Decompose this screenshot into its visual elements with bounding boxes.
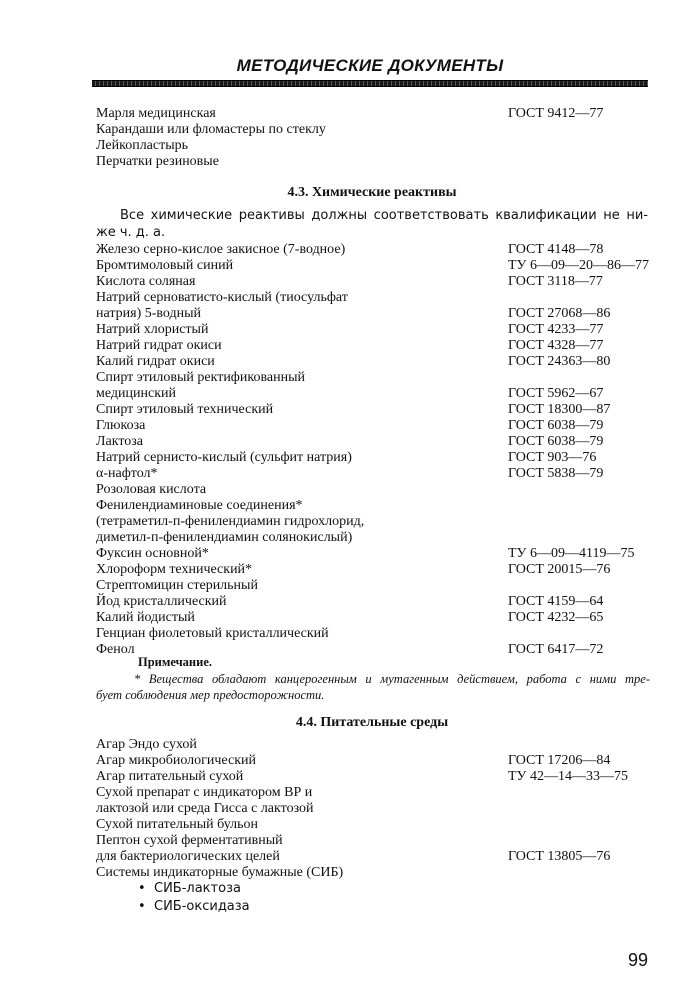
list-row — [96, 402, 648, 418]
list-row — [96, 354, 648, 370]
list-row — [96, 610, 648, 626]
item-standard: ГОСТ 4328—77 — [508, 338, 604, 353]
list-row — [96, 434, 648, 450]
item-name: Системы индикаторные бумажные (СИБ) — [96, 865, 344, 880]
item-name: Натрий сернисто-кислый (сульфит натрия) — [96, 450, 352, 465]
item-standard: ГОСТ 24363—80 — [508, 354, 611, 369]
item-standard: ГОСТ 3118—77 — [508, 274, 603, 289]
list-row — [96, 817, 648, 833]
list-row — [96, 785, 648, 801]
item-name: Сухой препарат с индикатором ВР и — [96, 785, 313, 800]
item-standard: ТУ 6—09—4119—75 — [508, 546, 635, 561]
item-name: Стрептомицин стерильный — [96, 578, 258, 593]
item-name: Фенол — [96, 642, 135, 657]
note-line-2: бует соблюдения мер предосторожности. — [96, 688, 325, 702]
reagents-list — [96, 242, 648, 658]
media-list — [96, 737, 648, 881]
section-heading-4-4: 4.4. Питательные среды — [295, 715, 449, 730]
list-row — [96, 106, 648, 122]
section-intro — [96, 207, 648, 241]
item-name: Агар питательный сухой — [96, 769, 244, 784]
item-name: Агар микробиологический — [96, 753, 256, 768]
item-name: Марля медицинская — [96, 106, 216, 121]
item-name: Калий йодистый — [96, 610, 195, 625]
list-row — [96, 466, 648, 482]
list-row — [96, 122, 648, 138]
item-name: Железо серно-кислое закисное (7-водное) — [96, 242, 346, 257]
list-row — [96, 242, 648, 258]
note-title: Примечание. — [138, 655, 213, 669]
running-header: МЕТОДИЧЕСКИЕ ДОКУМЕНТЫ — [236, 56, 504, 75]
item-standard: ТУ 42—14—33—75 — [508, 769, 628, 784]
item-name: для бактериологических целей — [96, 849, 280, 864]
list-row — [96, 530, 648, 546]
note-line-1: * Вещества обладают канцерогенным и мутагенным действием, работа с ними тре- — [134, 672, 650, 686]
item-name: Фенилендиаминовые соединения* — [96, 498, 303, 513]
list-row — [96, 849, 648, 865]
list-row — [96, 498, 648, 514]
list-row — [96, 338, 648, 354]
list-row — [96, 450, 648, 466]
list-row — [96, 833, 648, 849]
item-name: Кислота соляная — [96, 274, 196, 289]
list-row — [96, 737, 648, 753]
list-row — [96, 370, 648, 386]
list-row — [96, 138, 648, 154]
list-row — [96, 865, 648, 881]
list-row — [96, 274, 648, 290]
item-name: Генциан фиолетовый кристаллический — [96, 626, 329, 641]
list-row — [96, 154, 648, 170]
list-row — [96, 418, 648, 434]
page-number: 99 — [627, 950, 648, 970]
item-standard: ГОСТ 17206—84 — [508, 753, 611, 768]
item-name: α-нафтол* — [96, 466, 158, 481]
bullet-item — [138, 899, 250, 914]
list-row — [96, 290, 648, 306]
item-standard: ГОСТ 4159—64 — [508, 594, 604, 609]
item-standard: ГОСТ 13805—76 — [508, 849, 611, 864]
item-standard: ГОСТ 20015—76 — [508, 562, 611, 577]
list-row — [96, 546, 648, 562]
item-standard: ГОСТ 9412—77 — [508, 106, 604, 121]
list-row — [96, 594, 648, 610]
list-row — [96, 482, 648, 498]
item-standard: ГОСТ 5962—67 — [508, 386, 604, 401]
list-row — [96, 801, 648, 817]
list-row — [96, 626, 648, 642]
bullet-icon: • — [138, 881, 146, 896]
item-name: Пептон сухой ферментативный — [96, 833, 283, 848]
item-standard: ГОСТ 6417—72 — [508, 642, 604, 657]
materials-list — [96, 106, 648, 170]
list-row — [96, 306, 648, 322]
section-heading-4-3: 4.3. Химические реактивы — [287, 185, 457, 200]
item-name: Лактоза — [96, 434, 144, 449]
note-text — [96, 671, 650, 703]
bullet-text: СИБ-оксидаза — [154, 899, 250, 914]
intro-line-2: же ч. д. а. — [96, 225, 166, 240]
item-standard: ГОСТ 18300—87 — [508, 402, 611, 417]
list-row — [96, 386, 648, 402]
item-standard: ГОСТ 6038—79 — [508, 434, 604, 449]
item-name: Агар Эндо сухой — [96, 737, 197, 752]
item-name: Фуксин основной* — [96, 546, 209, 561]
item-standard: ТУ 6—09—20—86—77 — [508, 258, 649, 273]
bullet-item — [138, 881, 241, 896]
item-name: Спирт этиловый технический — [96, 402, 274, 417]
list-row — [96, 578, 648, 594]
item-name: Розоловая кислота — [96, 482, 207, 497]
list-row — [96, 322, 648, 338]
item-name: Хлороформ технический* — [96, 562, 253, 577]
item-name: (тетраметил-п-фенилендиамин гидрохлорид, — [96, 514, 365, 529]
item-name: Лейкопластырь — [96, 138, 189, 153]
header-rule — [92, 80, 648, 87]
list-row — [96, 258, 648, 274]
item-name: медицинский — [96, 386, 176, 401]
item-standard: ГОСТ 903—76 — [508, 450, 597, 465]
item-standard: ГОСТ 27068—86 — [508, 306, 611, 321]
list-row — [96, 769, 648, 785]
item-name: диметил-п-фенилендиамин солянокислый) — [96, 530, 353, 545]
item-standard: ГОСТ 4233—77 — [508, 322, 604, 337]
item-name: Карандаши или фломастеры по стеклу — [96, 122, 326, 137]
item-name: Калий гидрат окиси — [96, 354, 215, 369]
item-standard: ГОСТ 4148—78 — [508, 242, 604, 257]
list-row — [96, 562, 648, 578]
item-name: Бромтимоловый синий — [96, 258, 234, 273]
item-name: Перчатки резиновые — [96, 154, 219, 169]
bullet-icon: • — [138, 899, 146, 914]
item-standard: ГОСТ 4232—65 — [508, 610, 604, 625]
item-name: Йод кристаллический — [96, 594, 227, 609]
item-name: Натрий гидрат окиси — [96, 338, 222, 353]
item-name: Спирт этиловый ректификованный — [96, 370, 305, 385]
intro-line-1: Все химические реактивы должны соответствовать квалификации не ни- — [120, 208, 648, 223]
item-standard: ГОСТ 5838—79 — [508, 466, 604, 481]
item-standard: ГОСТ 6038—79 — [508, 418, 604, 433]
item-name: Натрий серноватисто-кислый (тиосульфат — [96, 290, 348, 305]
list-row — [96, 514, 648, 530]
bullet-text: СИБ-лактоза — [154, 881, 241, 896]
item-name: лактозой или среда Гисса с лактозой — [96, 801, 314, 816]
item-name: Натрий хлористый — [96, 322, 209, 337]
list-row — [96, 753, 648, 769]
item-name: Сухой питательный бульон — [96, 817, 259, 832]
item-name: Глюкоза — [96, 418, 146, 433]
item-name: натрия) 5-водный — [96, 306, 202, 321]
